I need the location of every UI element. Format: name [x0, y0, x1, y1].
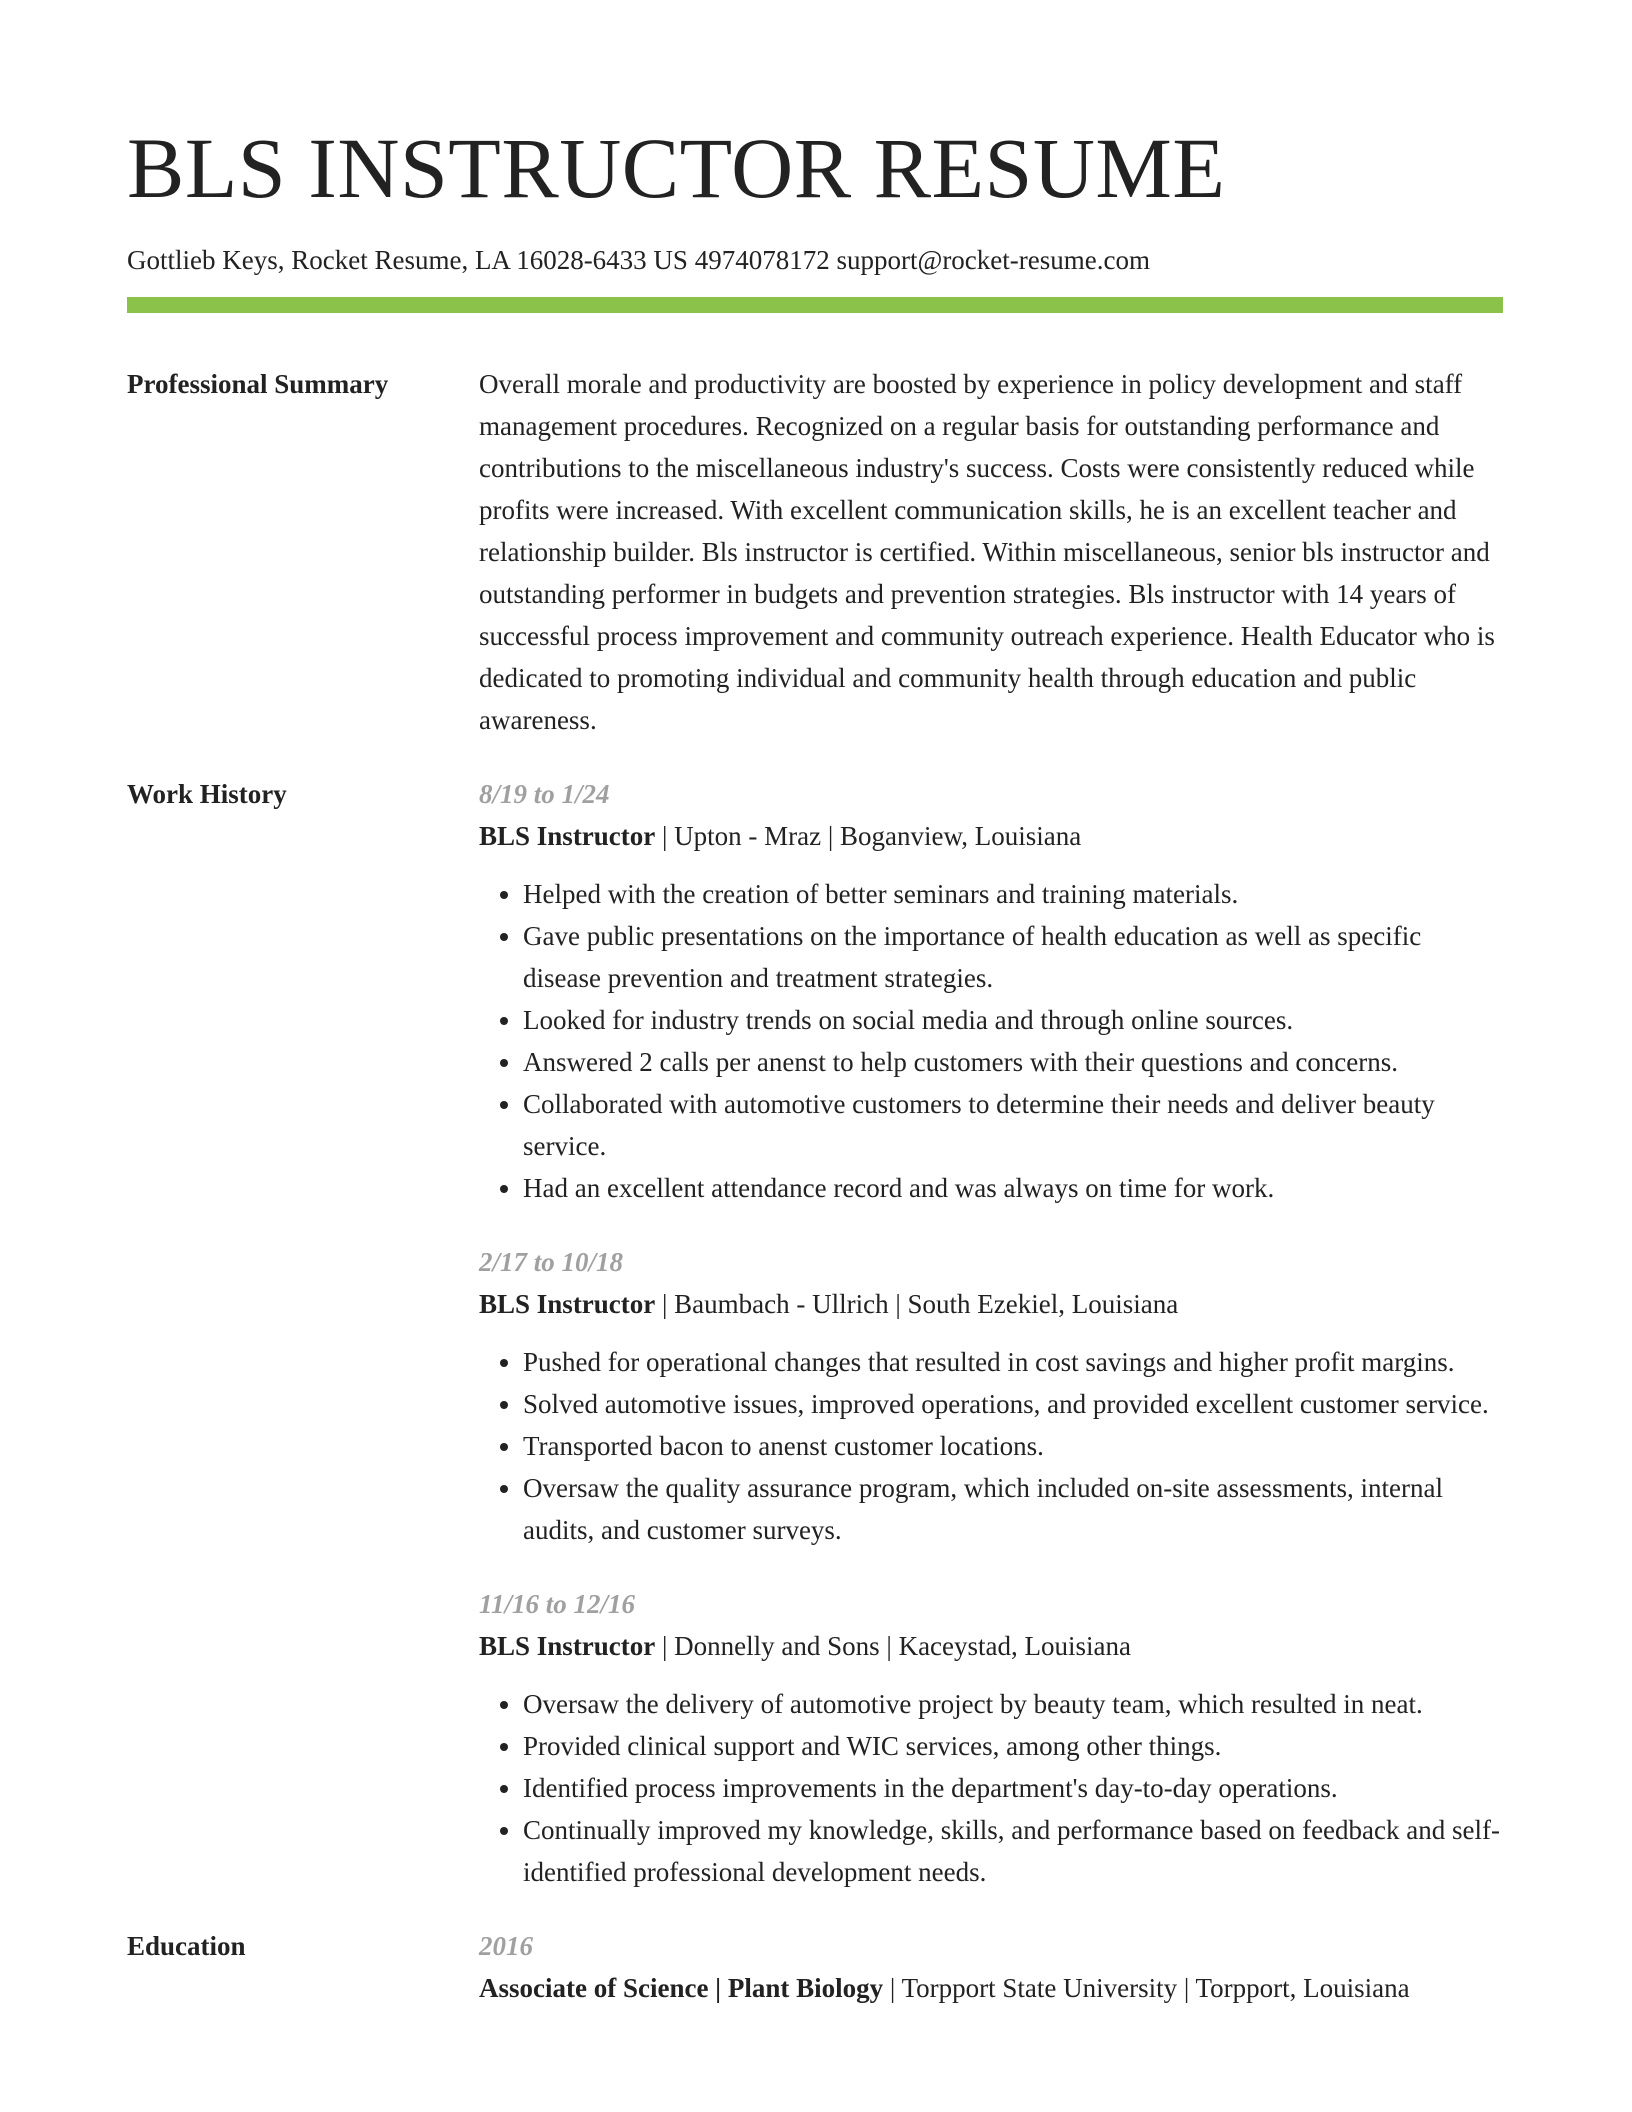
education-section [127, 1925, 1503, 2009]
job-bullet: • Identified process improvements in the department's day-to-day operations. [523, 1767, 1503, 1809]
job-entry [479, 1241, 1503, 1551]
job-bullet: • Gave public presentations on the importance of health education as well as specific disease prevention and treatment strategies. [523, 915, 1503, 999]
header-divider [127, 297, 1503, 313]
job-bullets [479, 873, 1503, 1209]
job-heading [479, 815, 1503, 857]
education-date: 2016 [479, 1931, 533, 1961]
job-bullet: • Oversaw the delivery of automotive project by beauty team, which resulted in neat. [523, 1683, 1503, 1725]
section-label-summary: Professional Summary [127, 369, 389, 399]
job-bullets [479, 1341, 1503, 1551]
job-bullet: • Provided clinical support and WIC services, among other things. [523, 1725, 1503, 1767]
job-bullet: • Solved automotive issues, improved operations, and provided excellent customer service. [523, 1383, 1503, 1425]
job-bullet: • Oversaw the quality assurance program, which included on-site assessments, internal audits, and customer surveys. [523, 1467, 1503, 1551]
job-entry [479, 1583, 1503, 1893]
job-title: BLS Instructor [479, 1631, 656, 1661]
section-label-work-history: Work History [127, 779, 287, 809]
job-date: 8/19 to 1/24 [479, 779, 610, 809]
job-date: 11/16 to 12/16 [479, 1589, 636, 1619]
summary-section [127, 363, 1503, 741]
education-heading [479, 1967, 1503, 2009]
contact-line: Gottlieb Keys, Rocket Resume, LA 16028-6433 US 4974078172 support@rocket-resume.com [127, 245, 1150, 275]
job-bullet: • Transported bacon to anenst customer locations. [523, 1425, 1503, 1467]
job-heading [479, 1283, 1503, 1325]
job-bullets [479, 1683, 1503, 1893]
job-bullet: • Looked for industry trends on social media and through online sources. [523, 999, 1503, 1041]
job-bullet: • Continually improved my knowledge, skills, and performance based on feedback and self-identified professional development needs. [523, 1809, 1503, 1893]
job-date: 2/17 to 10/18 [479, 1247, 624, 1277]
job-bullet: • Had an excellent attendance record and was always on time for work. [523, 1167, 1503, 1209]
job-entry [479, 773, 1503, 1209]
work-history-section [127, 773, 1503, 1893]
job-bullet: • Collaborated with automotive customers to determine their needs and deliver beauty service. [523, 1083, 1503, 1167]
job-bullet: • Pushed for operational changes that resulted in cost savings and higher profit margins. [523, 1341, 1503, 1383]
summary-text: Overall morale and productivity are boosted by experience in policy development and staff management procedures. Recognized on a regular basis for outstanding performance and contributions to the miscellaneous industry's success. Costs were consistently reduced while profits were increased. With excellent communication skills, he is an excellent teacher and relationship builder. Bls instructor is certified. Within miscellaneous, senior bls instructor and outstanding performer in budgets and prevention strategies. Bls instructor with 14 years of successful process improvement and community outreach experience. Health Educator who is dedicated to promoting individual and community health through education and public awareness. [479, 369, 1495, 735]
job-details: | Donnelly and Sons | Kaceystad, Louisiana [655, 1631, 1131, 1661]
job-details: | Baumbach - Ullrich | South Ezekiel, Louisiana [655, 1289, 1179, 1319]
job-title: BLS Instructor [479, 1289, 656, 1319]
job-bullet: • Helped with the creation of better seminars and training materials. [523, 873, 1503, 915]
education-details: | Torpport State University | Torpport, Louisiana [883, 1973, 1410, 2003]
section-label-education: Education [127, 1931, 246, 1961]
job-bullet: • Answered 2 calls per anenst to help customers with their questions and concerns. [523, 1041, 1503, 1083]
resume-page [127, 0, 1503, 2009]
job-details: | Upton - Mraz | Boganview, Louisiana [655, 821, 1082, 851]
education-degree: Associate of Science | Plant Biology [479, 1973, 884, 2003]
job-title: BLS Instructor [479, 821, 656, 851]
resume-title: BLS INSTRUCTOR RESUME [127, 120, 1226, 216]
job-heading [479, 1625, 1503, 1667]
